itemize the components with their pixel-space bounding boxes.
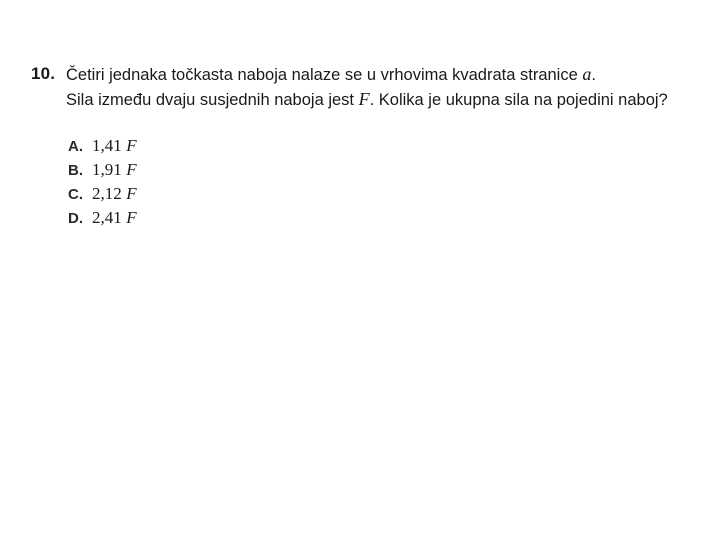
question-line-1-text: Četiri jednaka točkasta naboja nalaze se u vrhovima kvadrata stranice bbox=[66, 66, 583, 84]
option-value: 1,91 bbox=[92, 160, 122, 179]
option-unit: F bbox=[126, 136, 137, 155]
option-unit: F bbox=[126, 160, 137, 179]
answer-options bbox=[68, 134, 137, 230]
question-line-2-end: . Kolika je ukupna sila na pojedini naboj? bbox=[369, 91, 668, 109]
option-unit: F bbox=[126, 184, 137, 203]
force-variable: F bbox=[358, 89, 370, 109]
question-line-2-text: Sila između dvaju susjednih naboja jest bbox=[66, 91, 359, 109]
option-value: 2,41 bbox=[92, 208, 122, 227]
question-line-1-end: . bbox=[591, 66, 596, 84]
question-text bbox=[66, 62, 716, 112]
option-a[interactable] bbox=[68, 134, 137, 158]
question-line-2 bbox=[66, 87, 716, 112]
question-number: 10. bbox=[31, 64, 56, 83]
question-line-1 bbox=[66, 62, 716, 87]
option-letter: C. bbox=[68, 186, 83, 203]
option-c[interactable] bbox=[68, 182, 137, 206]
side-length-variable: a bbox=[582, 64, 592, 84]
option-letter: B. bbox=[68, 162, 83, 179]
option-letter: D. bbox=[68, 210, 83, 227]
option-value: 2,12 bbox=[92, 184, 122, 203]
option-b[interactable] bbox=[68, 158, 137, 182]
option-value: 1,41 bbox=[92, 136, 122, 155]
option-d[interactable] bbox=[68, 206, 137, 230]
option-unit: F bbox=[126, 208, 137, 227]
option-letter: A. bbox=[68, 138, 83, 155]
